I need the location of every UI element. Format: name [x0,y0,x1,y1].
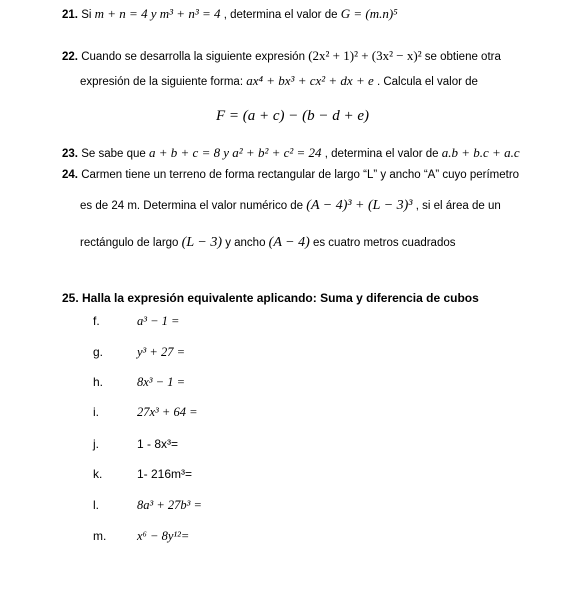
problem-24-text-a: Carmen [81,169,123,181]
item-expression: 27x³ + 64 = [137,405,198,419]
item-letter: h. [93,375,104,389]
problem-21-text-mid: , determina el valor de [223,9,338,21]
problem-21-condition-1: m + n = 4 [94,6,148,21]
item-expression: x⁶ − 8y¹²= [137,529,190,543]
problem-24-line-2 [80,198,501,214]
problem-24-width: (A − 4) [268,235,310,250]
problem-23-condition-2: a² + b² + c² = 24 [232,145,322,160]
problem-21 [62,6,398,22]
problem-22-text-e: . Calcula el valor de [376,76,478,88]
problem-24-number: 24. [62,169,78,181]
item-letter: m. [93,529,107,543]
problem-22-text-d: expresión de la siguiente forma: [80,76,244,88]
problem-22-polynomial-form: ax⁴ + bx³ + cx² + dx + e [246,73,374,88]
item-letter: g. [93,345,104,359]
problem-23-text-b: que [126,148,146,160]
problem-25-title: 25. Halla la expresión equivalente aplicando: Suma y diferencia de cubos [62,291,479,305]
problem-24-text-f: y ancho [225,237,266,249]
problem-22-text-b: se desarrolla la siguiente expresión [124,51,305,63]
problem-22-text-a: Cuando [81,51,122,63]
item-letter: f. [93,314,100,328]
item-letter: k. [93,467,103,481]
problem-23-y: y [223,145,230,160]
problem-24-text-e: rectángulo de largo [80,237,179,249]
item-letter: l. [93,498,99,512]
item-expression: a³ − 1 = [137,314,180,328]
problem-22-text-c: se obtiene otra [424,51,501,63]
problem-24-text-g: es cuatro metros cuadrados [312,237,456,249]
problem-22-formula [0,108,585,125]
problem-21-number: 21. [62,9,78,21]
problem-23-text-a: Se sabe [81,148,124,160]
item-letter: i. [93,405,99,419]
item-expression: 8a³ + 27b³ = [137,498,202,512]
problem-24-expression: (A − 4)³ + (L − 3)³ [306,198,413,213]
problem-24-text-d: , si el área de un [415,200,501,212]
problem-23-condition-1: a + b + c = 8 [149,145,221,160]
problem-23-target: a.b + b.c + a.c [441,145,520,160]
problem-22-expression: (2x² + 1)² + (3x² − x)² [308,48,422,63]
problem-21-condition-2: m³ + n³ = 4 [159,6,221,21]
problem-22-number: 22. [62,51,78,63]
problem-22-line-1 [62,48,501,64]
problem-24-line-3 [80,235,456,251]
formula-f: F = (a + c) − (b − d + e) [215,108,370,124]
problem-23-text-c: , determina el valor de [324,148,439,160]
problem-21-text-pre: Si [81,9,92,21]
problem-24-line-1 [62,169,519,181]
problem-21-y: y [150,6,157,21]
problem-24-text-c: es de 24 m. Determina el valor numérico de [80,200,304,212]
item-expression: 8x³ − 1 = [137,375,186,389]
item-expression: y³ + 27 = [137,345,186,359]
problem-22-line-2 [80,73,478,89]
item-letter: j. [93,437,99,451]
item-expression: 1- 216m³= [137,467,193,481]
problem-21-target: G = (m.n)⁵ [340,6,398,21]
problem-24-length: (L − 3) [181,235,222,250]
problem-24-text-b: tiene un terreno de forma rectangular de largo “L” y ancho “A” cuyo perímetro [125,169,520,181]
item-expression: 1 - 8x³= [137,437,179,451]
problem-23-number: 23. [62,148,78,160]
problem-23 [62,145,520,161]
